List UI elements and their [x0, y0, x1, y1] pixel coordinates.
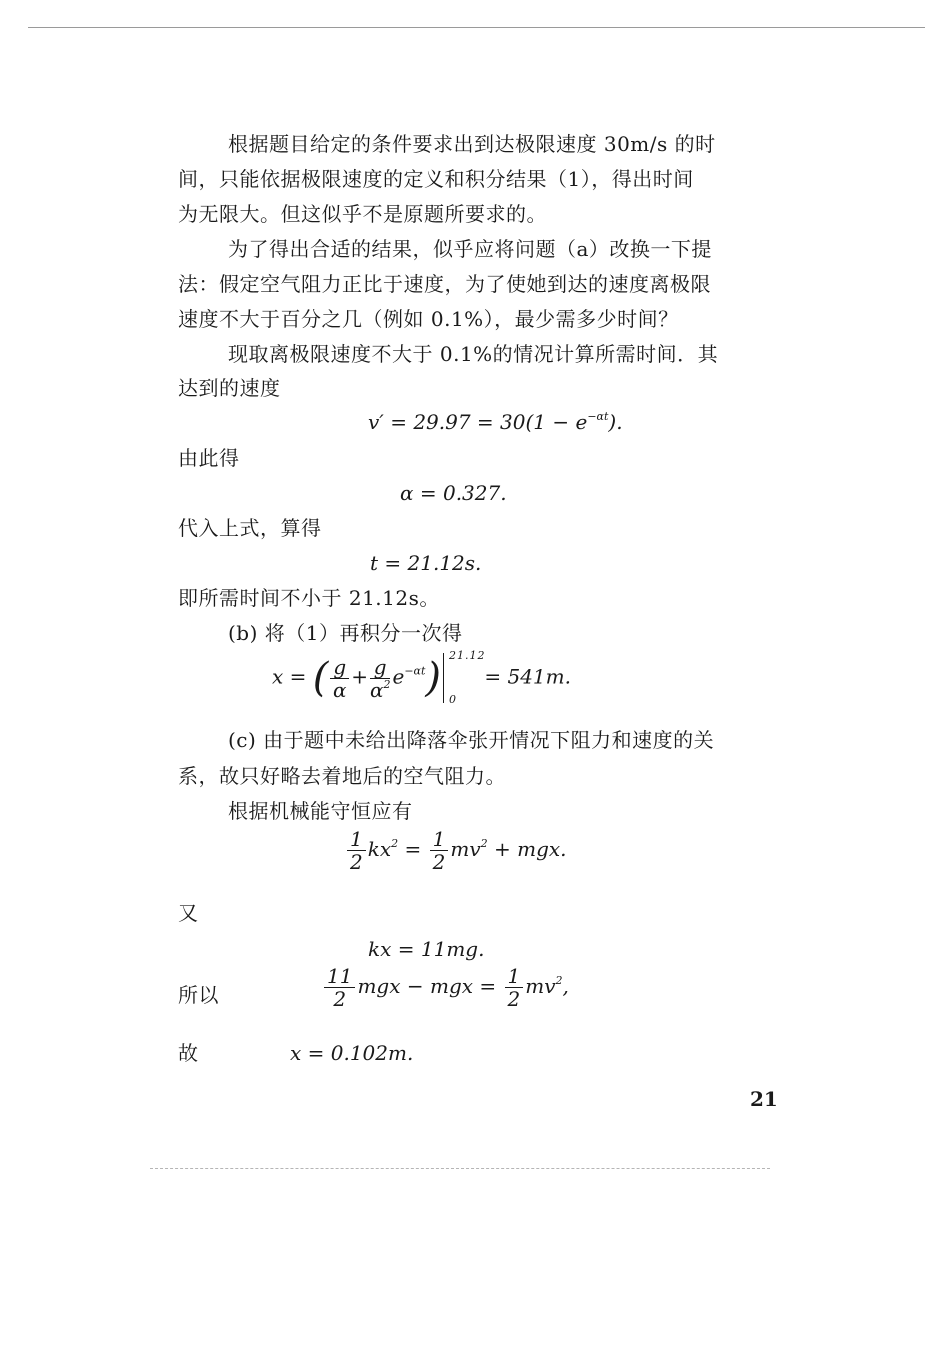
- alpha-equation: α = 0.327.: [400, 481, 507, 505]
- paragraph-line: 间，只能依据极限速度的定义和积分结果（1），得出时间: [178, 167, 694, 191]
- spring-equation: kx = 11mg.: [368, 937, 485, 961]
- paragraph-line: 现取离极限速度不大于 0.1%的情况计算所需时间．其: [228, 342, 719, 366]
- paragraph-line: 系，故只好略去着地后的空气阻力。: [178, 764, 506, 788]
- paragraph-line: 根据题目给定的条件要求出到达极限速度 30m/s 的时: [228, 132, 716, 156]
- paragraph-line: 由此得: [178, 446, 240, 470]
- paragraph-line: 即所需时间不小于 21.12s。: [178, 586, 440, 610]
- paragraph-line: 故: [178, 1041, 199, 1065]
- paragraph-line: 速度不大于百分之几（例如 0.1%），最少需多少时间？: [178, 307, 679, 331]
- result-equation: x = 0.102m.: [290, 1041, 414, 1065]
- time-equation: t = 21.12s.: [370, 551, 482, 575]
- paragraph-line: 为了得出合适的结果，似乎应将问题（a）改换一下提: [228, 237, 712, 261]
- velocity-equation: $v' = 29.97 = 30(1 - e^{-\alpha t})$.: [368, 410, 623, 434]
- combined-equation: $\frac{11}{2}$ mgx − mgx = $\frac{1}{2}$ $mv^2$,: [322, 965, 569, 1010]
- page-number: 21: [750, 1087, 778, 1111]
- paragraph-line: (c) 由于题中未给出降落伞张开情况下阻力和速度的关: [228, 728, 715, 752]
- paragraph-line: 又: [178, 901, 199, 925]
- paragraph-line: 达到的速度: [178, 376, 281, 400]
- energy-equation: $\frac{1}{2}$ $kx^2$ = $\frac{1}{2}$ $mv^2$ + mgx.: [345, 828, 567, 873]
- paragraph-line: 根据机械能守恒应有: [228, 799, 413, 823]
- integral-equation: x = ( $\frac{g}{\alpha}$ + $\frac{g}{\alpha^2}$ $e^{-\alpha t}$) 21.12 0 = 541m.: [272, 649, 571, 706]
- paragraph-line: 为无限大。但这似乎不是原题所要求的。: [178, 202, 547, 226]
- scan-edge-marks: [150, 1168, 770, 1169]
- paragraph-line: 代入上式，算得: [178, 516, 322, 540]
- paragraph-line: 所以: [178, 983, 219, 1007]
- paragraph-line: (b) 将（1）再积分一次得: [228, 621, 463, 645]
- top-rule: [28, 27, 925, 28]
- paragraph-line: 法：假定空气阻力正比于速度，为了使她到达的速度离极限: [178, 272, 711, 296]
